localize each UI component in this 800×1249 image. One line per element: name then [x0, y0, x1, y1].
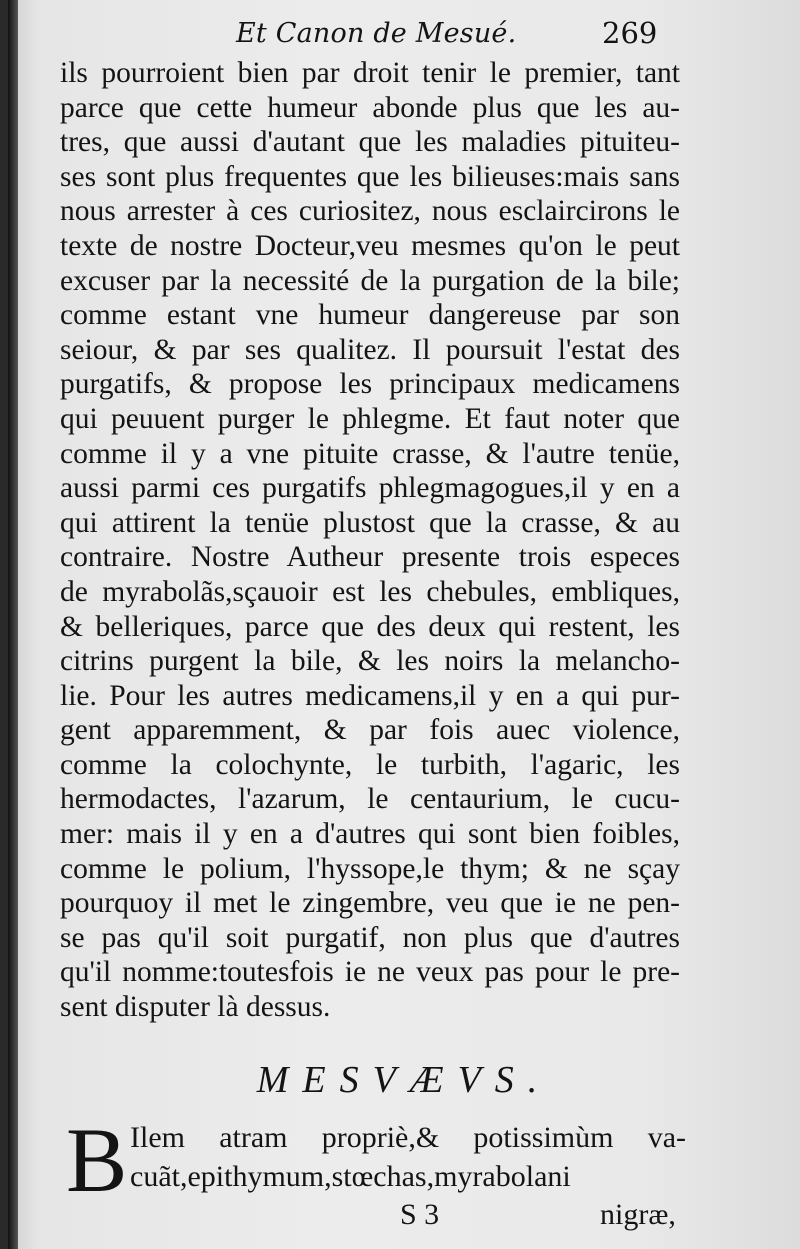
text-line: texte de nostre Docteur,veu mesmes qu'on le peut — [60, 229, 680, 262]
section-heading: MESVÆVS. — [256, 1059, 552, 1101]
latin-line: Ilem atram propriè,& potissimùm va- — [130, 1121, 686, 1154]
text-line: pourquoy il met le zingembre, veu que ie ne pen- — [60, 887, 680, 920]
text-line: de myrabolãs,sçauoir est les chebules, embliques, — [60, 575, 680, 608]
commentary-text — [60, 56, 680, 1025]
page-number: 269 — [602, 16, 658, 50]
text-line: ils pourroient bien par droit tenir le premier, tant — [60, 57, 680, 89]
text-line: comme le polium, l'hyssope,le thym; & ne sçay — [60, 852, 680, 885]
text-line: qu'il nomme:toutesfois ie ne veux pas pour le pre- — [60, 956, 680, 989]
text-line: parce que cette humeur abonde plus que les au- — [60, 91, 680, 124]
text-line: mer: mais il y en a d'autres qui sont bien foibles, — [60, 818, 680, 851]
drop-cap: B — [66, 1109, 128, 1211]
text-line: lie. Pour les autres medicamens,il y en a qui pur- — [60, 679, 680, 712]
text-line: purgatifs, & propose les principaux medicamens — [60, 368, 680, 401]
text-line: citrins purgent la bile, & les noirs la melancho- — [60, 645, 680, 678]
latin-line: cuãt,epithymum,stœchas,myrabolani — [130, 1160, 571, 1193]
text-line: comme la colochynte, le turbith, l'agaric, les — [60, 748, 680, 781]
text-line: excuser par la necessité de la purgation de la bile; — [60, 264, 680, 297]
text-line: hermodactes, l'azarum, le centaurium, le cucu- — [60, 783, 680, 816]
text-line: comme il y a vne pituite crasse, & l'autre tenüe, — [60, 437, 680, 470]
text-line: se pas qu'il soit purgatif, non plus que d'autres — [60, 921, 680, 954]
text-line: ses sont plus frequentes que les bilieuses:mais sans — [60, 160, 680, 193]
text-line: tres, que aussi d'autant que les maladies pituiteu- — [60, 126, 680, 159]
text-line: comme estant vne humeur dangereuse par son — [60, 299, 680, 332]
text-line: qui attirent la tenüe plustost que la crasse, & au — [60, 506, 680, 539]
text-line: nous arrester à ces curiositez, nous esclaircirons le — [60, 195, 680, 228]
catchword: nigræ, — [600, 1198, 676, 1231]
text-line: qui peuuent purger le phlegme. Et faut noter que — [60, 402, 680, 435]
text-line: sent disputer là dessus. — [60, 991, 331, 1024]
text-line: aussi parmi ces purgatifs phlegmagogues,il y en a — [60, 472, 680, 505]
book-page — [8, 0, 800, 1249]
text-line: contraire. Nostre Autheur presente trois especes — [60, 541, 680, 574]
text-line: gent apparemment, & par fois auec violence, — [60, 714, 680, 747]
latin-lines — [130, 1118, 686, 1196]
signature-mark: S 3 — [400, 1198, 440, 1231]
page-header — [8, 14, 800, 54]
text-line: seiour, & par ses qualitez. Il poursuit l'estat des — [60, 333, 680, 366]
text-line: & belleriques, parce que des deux qui restent, les — [60, 610, 680, 643]
running-title: Et Canon de Mesué. — [236, 18, 517, 49]
